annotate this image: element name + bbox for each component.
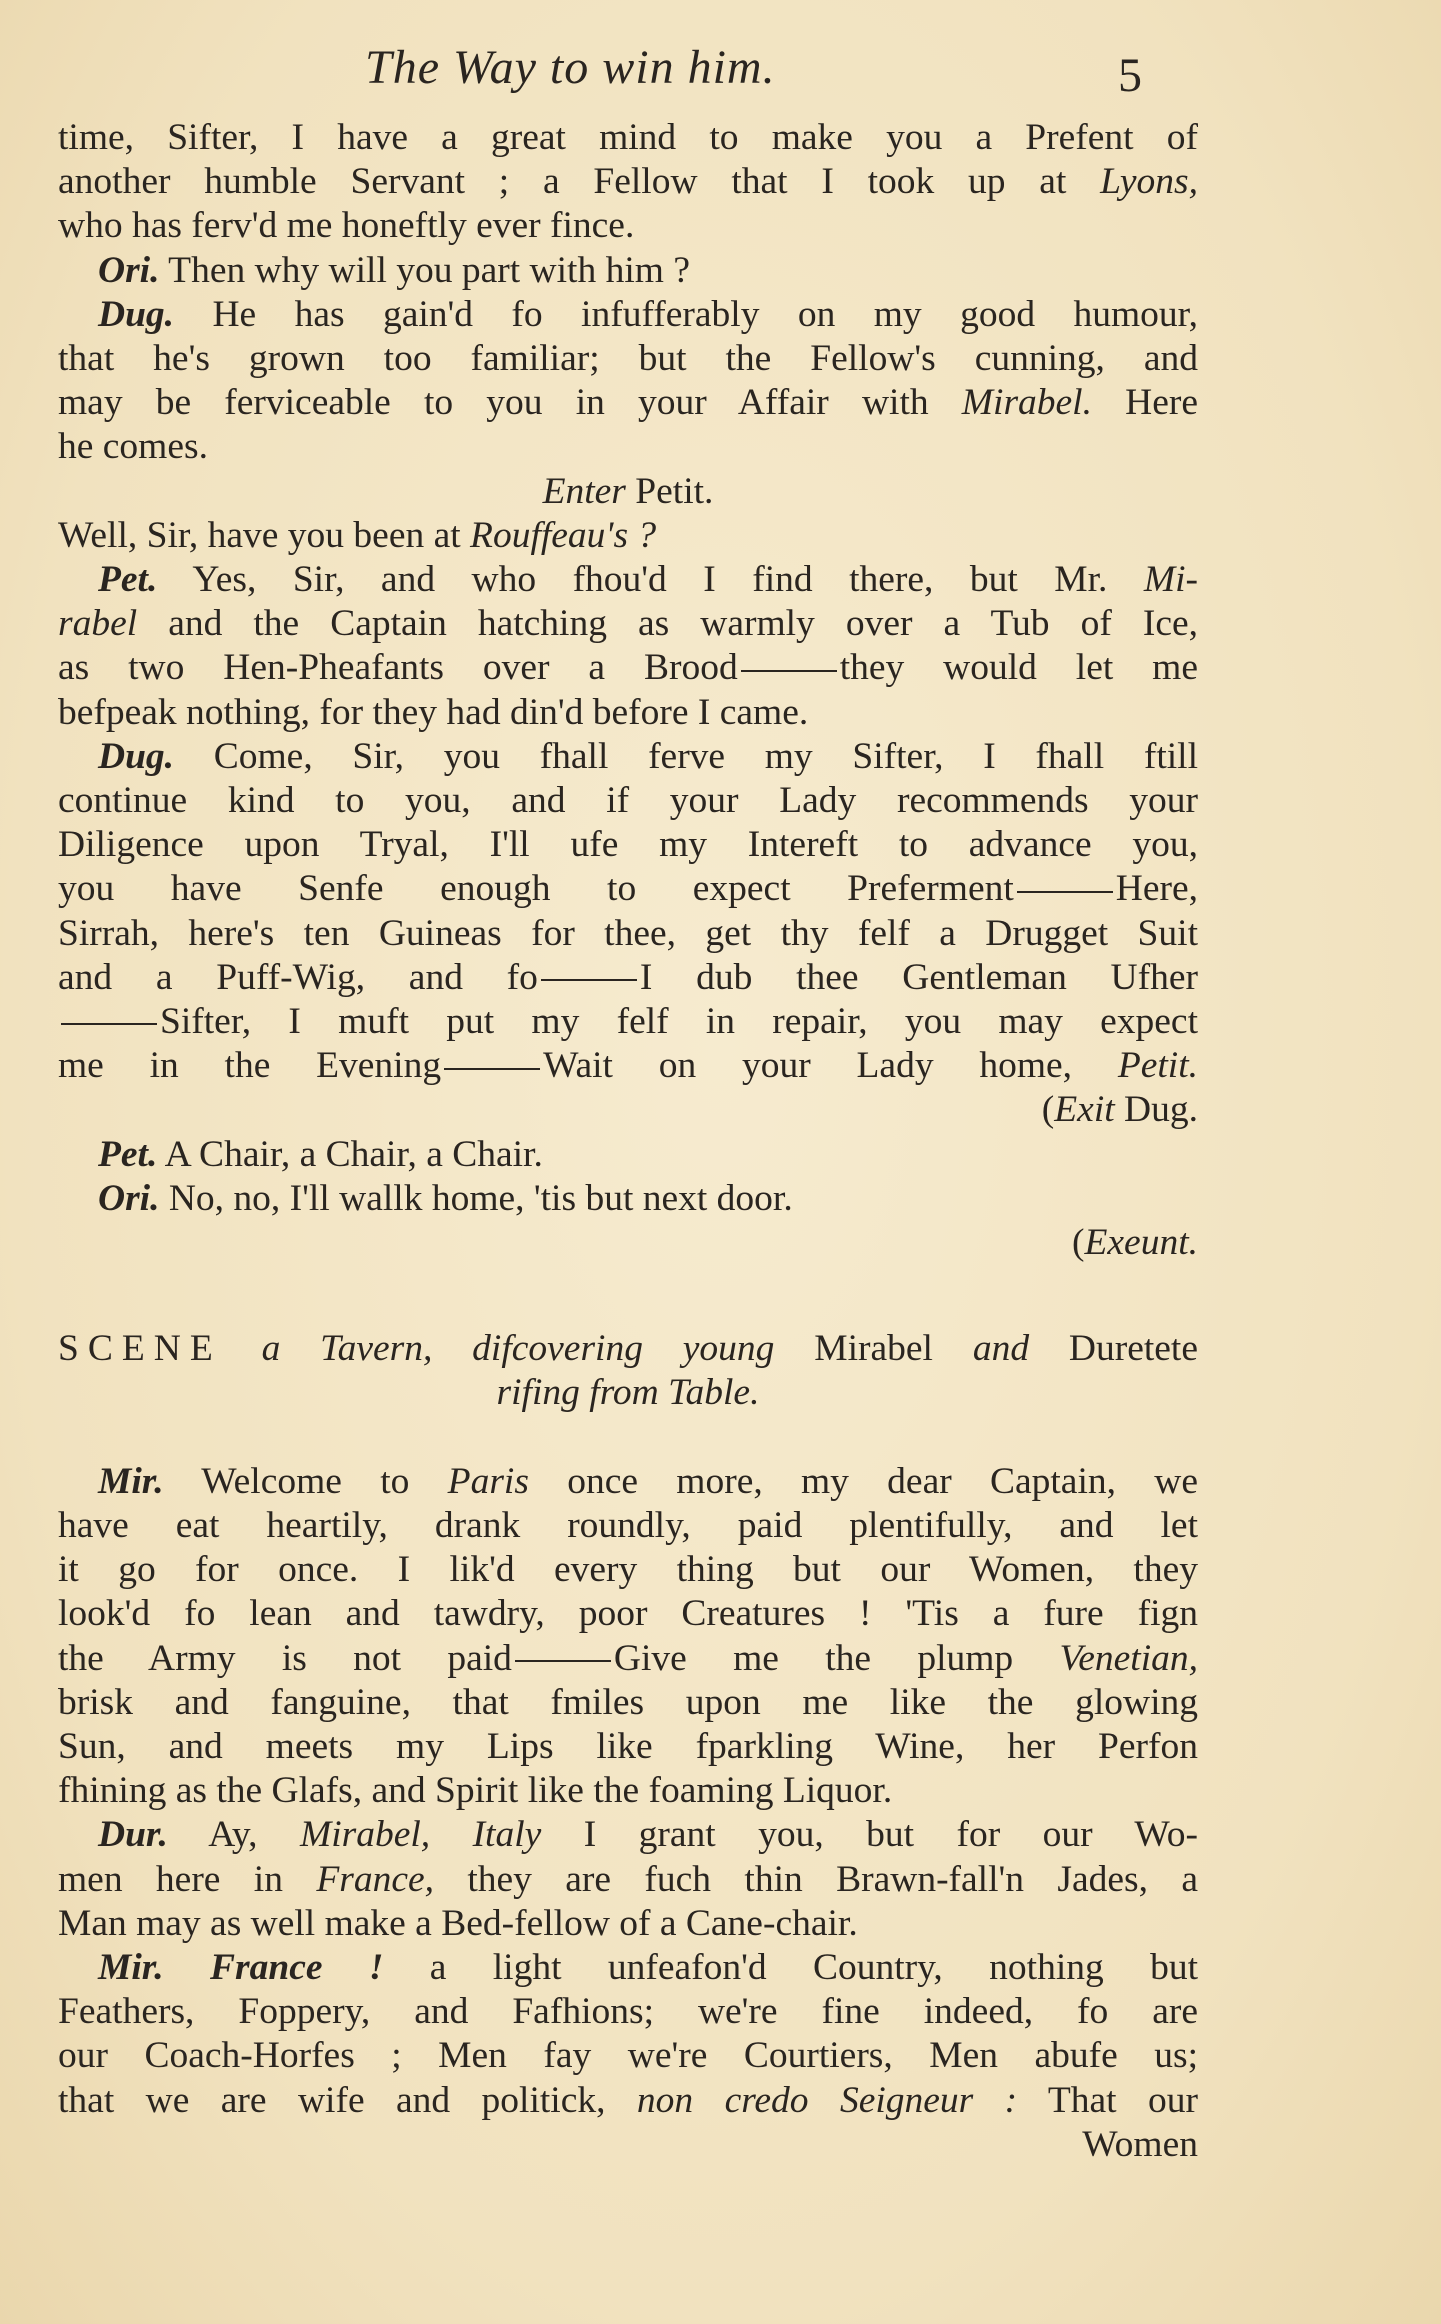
- scene-heading-continued: rifing from Table.: [496, 1372, 760, 1414]
- text-line: the Army is not paid Give me the plump Venetian,: [58, 1637, 1198, 1679]
- text-line: he comes.: [58, 426, 208, 468]
- text-line: Sifter, I muft put my felf in repair, you may expect: [58, 1000, 1198, 1044]
- text-line: befpeak nothing, for they had din'd before I came.: [58, 691, 809, 733]
- text-line: another humble Servant ; a Fellow that I took up at Lyons,: [58, 161, 1198, 203]
- text-line: that he's grown too familiar; but the Fellow's cunning, and: [58, 338, 1198, 380]
- text-line: Sirrah, here's ten Guineas for thee, get thy felf a Drugget Suit: [58, 912, 1198, 954]
- speaker-label: Ori.: [98, 1177, 160, 1219]
- em-dash-rule: [61, 1023, 157, 1025]
- em-dash-rule: [444, 1068, 540, 1070]
- text-line: continue kind to you, and if your Lady recommends your: [58, 780, 1198, 822]
- speaker-label: Mir.: [98, 1460, 164, 1502]
- speech-line: Pet. A Chair, a Chair, a Chair.: [98, 1133, 543, 1175]
- em-dash-rule: [1017, 891, 1113, 893]
- speech-line: Pet. Yes, Sir, and who fhou'd I find there, but Mr. Mi-: [98, 559, 1198, 601]
- text-line: Feathers, Foppery, and Fafhions; we're fine indeed, fo are: [58, 1991, 1198, 2033]
- catchword: Women: [1082, 2123, 1198, 2165]
- stage-direction: (Exit Dug.: [1041, 1089, 1198, 1131]
- speech-line: Ori. No, no, I'll wallk home, 'tis but next door.: [98, 1177, 793, 1219]
- em-dash-rule: [541, 979, 637, 981]
- text-line: and a Puff-Wig, and fo I dub thee Gentleman Ufher: [58, 956, 1199, 998]
- running-title: The Way to win him.: [365, 41, 776, 94]
- speaker-label: Pet.: [98, 559, 158, 601]
- speaker-label: Ori.: [98, 249, 160, 291]
- text-line: Sun, and meets my Lips like fparkling Wine, her Perfon: [58, 1725, 1198, 1767]
- em-dash-rule: [515, 1660, 611, 1662]
- page-number: 5: [1118, 49, 1142, 102]
- text-line: Well, Sir, have you been at Rouffeau's ?: [58, 514, 657, 556]
- scene-break: [58, 1416, 1198, 1460]
- speech-line: Ori. Then why will you part with him ?: [98, 249, 690, 291]
- text-line: Diligence upon Tryal, I'll ufe my Intereft to advance you,: [58, 824, 1198, 866]
- speaker-label: Dur.: [98, 1814, 168, 1856]
- text-line: time, Sifter, I have a great mind to make you a Prefent of: [58, 117, 1198, 158]
- text-line: it go for once. I lik'd every thing but our Women, they: [58, 1549, 1198, 1591]
- speaker-label: Mir. France !: [98, 1946, 384, 1988]
- scene-break: [58, 1265, 1198, 1327]
- scene-heading: SCENE a Tavern, difcovering young Mirabel and Duretete: [58, 1328, 1198, 1370]
- text-line: rabel and the Captain hatching as warmly over a Tub of Ice,: [58, 603, 1198, 645]
- text-line: as two Hen-Pheafants over a Brood they would let me: [58, 647, 1198, 689]
- em-dash-rule: [741, 670, 837, 672]
- stage-direction: (Exeunt.: [1072, 1222, 1198, 1264]
- text-line: look'd fo lean and tawdry, poor Creatures ! 'Tis a fure fign: [58, 1593, 1198, 1635]
- text-line: brisk and fanguine, that fmiles upon me like the glowing: [58, 1681, 1198, 1723]
- speech-line: Dug. Come, Sir, you fhall ferve my Sifter, I fhall ftill: [98, 735, 1198, 777]
- speech-line: Mir. Welcome to Paris once more, my dear Captain, we: [98, 1460, 1199, 1502]
- text-line: me in the Evening Wait on your Lady home, Petit.: [58, 1045, 1198, 1087]
- text-line: men here in France, they are fuch thin Brawn-fall'n Jades, a: [58, 1858, 1198, 1900]
- text-line: our Coach-Horfes ; Men fay we're Courtiers, Men abufe us;: [58, 2035, 1198, 2077]
- page-header: [0, 40, 1441, 110]
- text-line: that we are wife and politick, non credo Seigneur : That our: [58, 2079, 1198, 2121]
- text-line: fhining as the Glafs, and Spirit like the foaming Liquor.: [58, 1770, 893, 1812]
- speaker-label: Dug.: [98, 293, 175, 335]
- text-line: you have Senfe enough to expect Preferment Here,: [58, 868, 1198, 910]
- text-line: have eat heartily, drank roundly, paid plentifully, and let: [58, 1504, 1198, 1546]
- speaker-label: Pet.: [98, 1133, 158, 1175]
- text-line: who has ferv'd me honeftly ever fince.: [58, 205, 635, 247]
- stage-direction: Enter Petit.: [542, 470, 714, 512]
- page-body: [58, 116, 1198, 2167]
- speech-line: Mir. France ! a light unfeafon'd Country, nothing but: [98, 1946, 1198, 1988]
- text-line: may be ferviceable to you in your Affair with Mirabel. Here: [58, 382, 1198, 424]
- speech-line: Dur. Ay, Mirabel, Italy I grant you, but for our Wo-: [98, 1814, 1198, 1856]
- speech-line: Dug. He has gain'd fo infufferably on my good humour,: [98, 293, 1198, 335]
- text-line: Man may as well make a Bed-fellow of a Cane-chair.: [58, 1902, 858, 1944]
- speaker-label: Dug.: [98, 735, 175, 777]
